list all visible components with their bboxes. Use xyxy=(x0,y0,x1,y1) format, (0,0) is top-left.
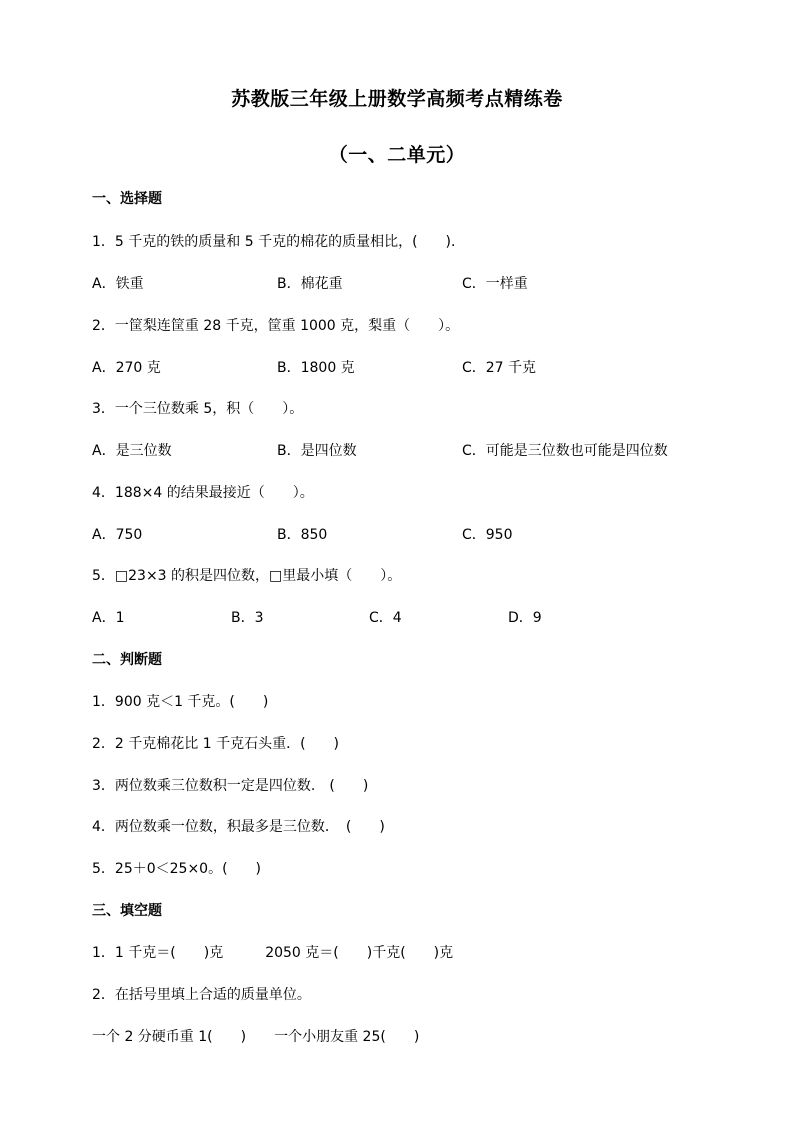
choice-question-5: 5．□23×3 的积是四位数，□里最小填（ ）。 xyxy=(92,568,402,584)
choice-5-option-b: B．3 xyxy=(231,610,264,626)
choice-2-option-b: B．1800 克 xyxy=(277,360,355,376)
choice-1-option-c: C．一样重 xyxy=(462,276,528,292)
choice-3-option-a: A．是三位数 xyxy=(92,443,172,459)
choice-question-2: 2．一筐梨连筐重 28 千克，筐重 1000 克，梨重（ ）。 xyxy=(92,318,460,334)
section-heading-judgement: 二、判断题 xyxy=(92,652,162,668)
judgement-question-5: 5．25＋0＜25×0。( ) xyxy=(92,861,262,877)
fill-question-2: 2．在括号里填上合适的质量单位。 xyxy=(92,987,311,1003)
judgement-question-4: 4．两位数乘一位数，积最多是三位数． ( ) xyxy=(92,819,385,835)
choice-3-option-c: C．可能是三位数也可能是四位数 xyxy=(462,443,668,459)
section-heading-fill-blank: 三、填空题 xyxy=(92,903,162,919)
fill-question-1: 1．1 千克＝( )克 2050 克＝( )千克( )克 xyxy=(92,945,454,961)
choice-2-option-c: C．27 千克 xyxy=(462,360,537,376)
page-subtitle: （一、二单元） xyxy=(328,144,466,166)
choice-5-option-a: A．1 xyxy=(92,610,125,626)
fill-question-2-items: 一个 2 分硬币重 1( ) 一个小朋友重 25( ) xyxy=(92,1029,420,1045)
judgement-question-2: 2．2 千克棉花比 1 千克石头重．( ) xyxy=(92,736,339,752)
choice-2-option-a: A．270 克 xyxy=(92,360,161,376)
choice-question-4: 4．188×4 的结果最接近（ ）。 xyxy=(92,485,314,501)
choice-5-option-d: D．9 xyxy=(508,610,542,626)
choice-5-option-c: C．4 xyxy=(369,610,402,626)
section-heading-choice: 一、选择题 xyxy=(92,191,162,207)
page-title: 苏教版三年级上册数学高频考点精练卷 xyxy=(231,88,563,110)
choice-3-option-b: B．是四位数 xyxy=(277,443,357,459)
judgement-question-1: 1．900 克＜1 千克。( ) xyxy=(92,694,269,710)
choice-4-option-b: B．850 xyxy=(277,527,328,543)
choice-1-option-a: A．铁重 xyxy=(92,276,144,292)
choice-question-3: 3．一个三位数乘 5，积（ ）。 xyxy=(92,401,304,417)
choice-4-option-a: A．750 xyxy=(92,527,143,543)
choice-question-1: 1．5 千克的铁的质量和 5 千克的棉花的质量相比，( )． xyxy=(92,234,465,250)
choice-4-option-c: C．950 xyxy=(462,527,513,543)
choice-1-option-b: B．棉花重 xyxy=(277,276,343,292)
judgement-question-3: 3．两位数乘三位数积一定是四位数. ( ) xyxy=(92,778,369,794)
